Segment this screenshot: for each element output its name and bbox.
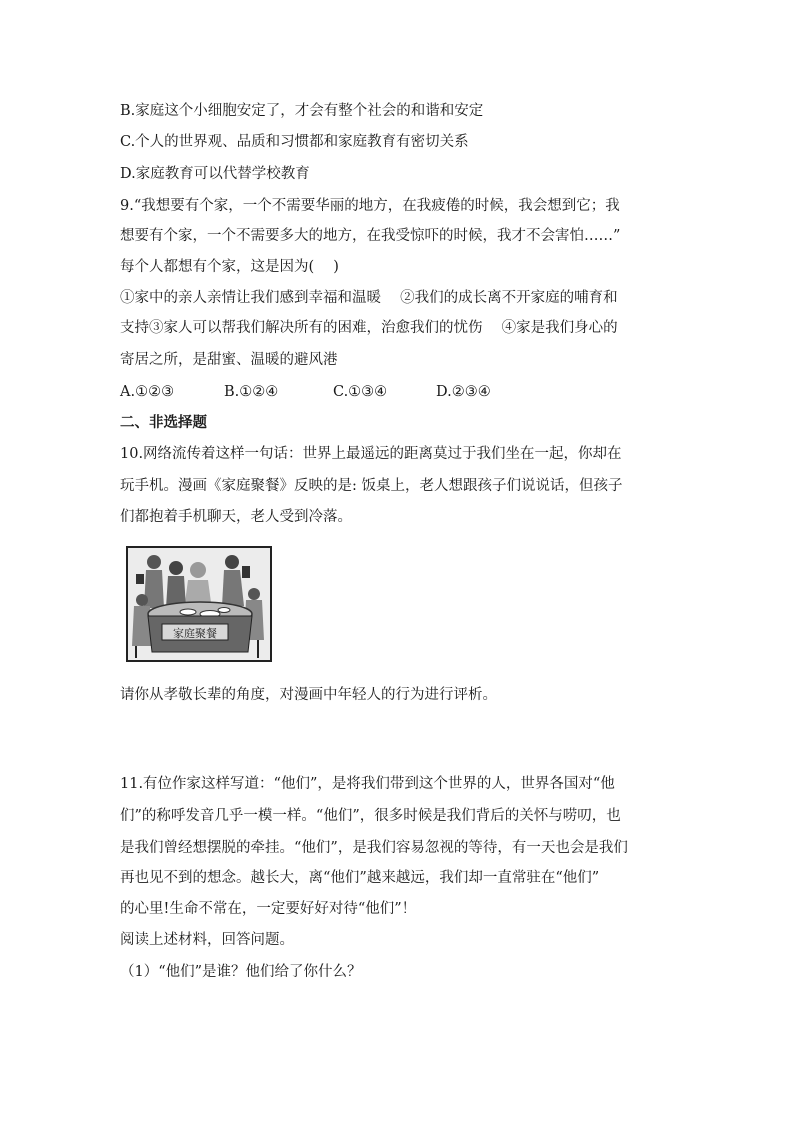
question-11-line-2: 们”的称呼发音几乎一模一样。“他们”，很多时候是我们背后的关怀与唠叨，也: [120, 808, 621, 824]
q9-option-b: B.①②④: [224, 384, 279, 400]
option-b: B.家庭这个小细胞安定了，才会有整个社会的和谐和安定: [120, 103, 484, 119]
q9-option-a: A.①②③: [120, 384, 175, 400]
question-10-prompt: 请你从孝敬长辈的角度，对漫画中年轻人的行为进行评析。: [120, 687, 497, 703]
family-dinner-cartoon: [126, 546, 272, 662]
cartoon-caption: 家庭聚餐: [173, 627, 217, 640]
question-9-line-4: ①家中的亲人亲情让我们感到幸福和温暖 ②我们的成长离不开家庭的哺育和: [120, 290, 618, 306]
question-11-line-3: 是我们曾经想摆脱的牵挂。“他们”，是我们容易忽视的等待，有一天也会是我们: [120, 840, 628, 856]
q9-option-d: D.②③④: [436, 384, 491, 400]
question-11-sub-1: （1）“他们”是谁？他们给了你什么？: [120, 964, 362, 980]
question-11-line-5: 的心里!生命不常在，一定要好好对待“他们”！: [120, 901, 417, 917]
q9-option-c: C.①③④: [333, 384, 388, 400]
option-d: D.家庭教育可以代替学校教育: [120, 166, 310, 182]
question-9-line-3: 每个人都想有个家，这是因为( ): [120, 259, 339, 275]
question-10-line-3: 们都抱着手机聊天，老人受到冷落。: [120, 509, 352, 525]
question-11-line-4: 再也见不到的想念。越长大，离“他们”越来越远，我们却一直常驻在“他们”: [120, 870, 600, 886]
option-c: C.个人的世界观、品质和习惯都和家庭教育有密切关系: [120, 134, 469, 150]
question-10-line-1: 10.网络流传着这样一句话：世界上最遥远的距离莫过于我们坐在一起，你却在: [120, 446, 622, 462]
question-11-line-1: 11.有位作家这样写道：“他们”，是将我们带到这个世界的人，世界各国对“他: [120, 776, 615, 792]
question-11-line-6: 阅读上述材料，回答问题。: [120, 932, 294, 948]
question-9-line-2: 想要有个家，一个不需要多大的地方，在我受惊吓的时候，我才不会害怕……”: [120, 228, 621, 244]
question-9-line-5: 支持③家人可以帮我们解决所有的困难，治愈我们的忧伤 ④家是我们身心的: [120, 320, 618, 336]
section-heading: 二、非选择题: [120, 415, 207, 431]
question-10-line-2: 玩手机。漫画《家庭聚餐》反映的是: 饭桌上，老人想跟孩子们说说话，但孩子: [120, 478, 623, 494]
question-9-line-6: 寄居之所，是甜蜜、温暖的避风港: [120, 352, 338, 368]
cartoon-drawing: [128, 548, 270, 660]
question-9-line-1: 9.“我想要有个家，一个不需要华丽的地方，在我疲倦的时候，我会想到它；我: [120, 198, 620, 214]
